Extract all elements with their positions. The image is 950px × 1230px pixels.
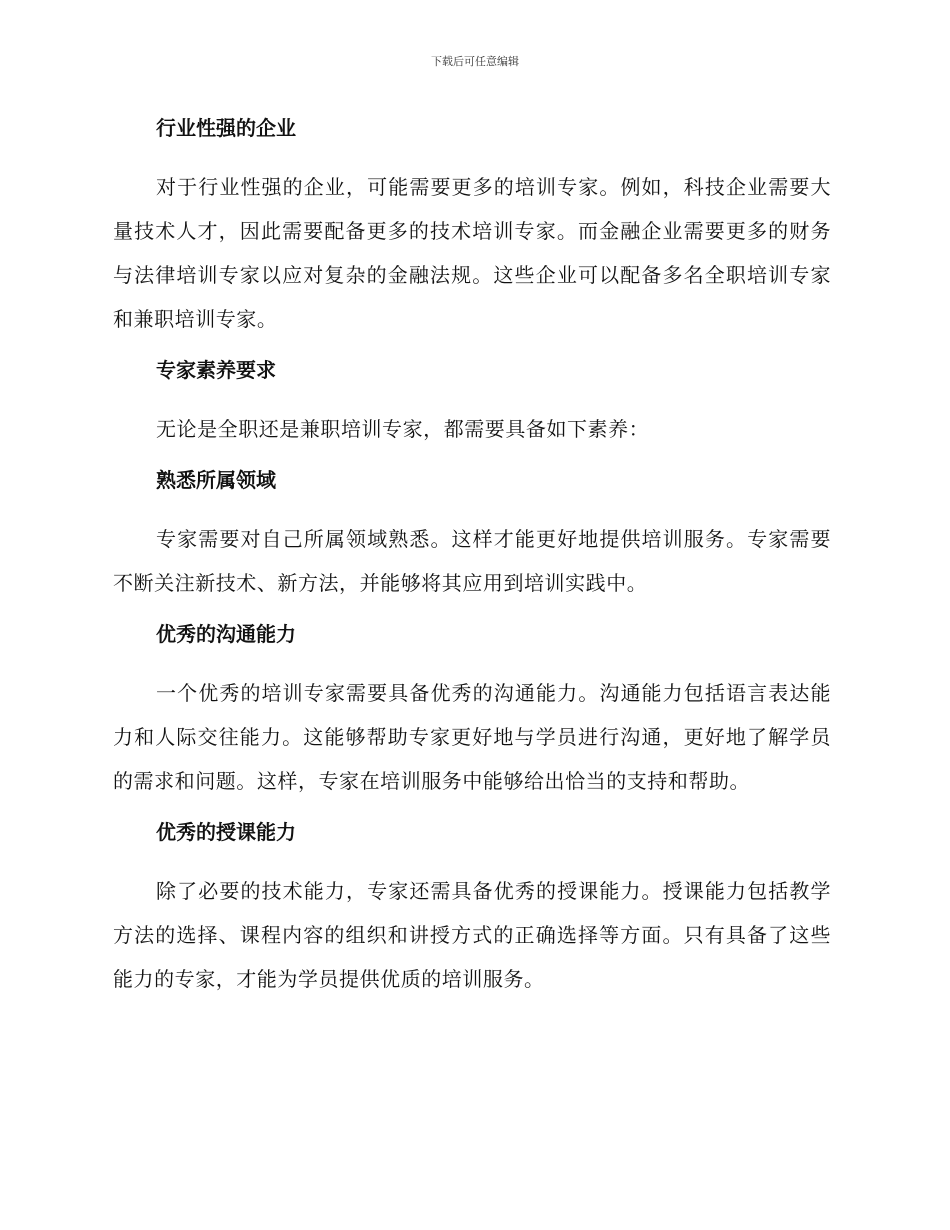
section-paragraph: 对于行业性强的企业，可能需要更多的培训专家。例如，科技企业需要大量技术人才，因此需要配备更多的技术培训专家。而金融企业需要更多的财务与法律培训专家以应对复杂的金融法规。这些企业可以配备多名全职培训专家和兼职培训专家。 [113, 175, 831, 331]
section-communication-skills [113, 616, 831, 803]
section-heading: 行业性强的企业 [156, 116, 296, 140]
section-heading: 优秀的授课能力 [156, 820, 296, 844]
section-paragraph: 专家需要对自己所属领域熟悉。这样才能更好地提供培训服务。专家需要不断关注新技术、新方法，并能够将其应用到培训实践中。 [113, 527, 831, 595]
section-paragraph: 无论是全职还是兼职培训专家，都需要具备如下素养： [156, 417, 650, 441]
page-header: 下载后可任意编辑 [431, 55, 519, 68]
section-paragraph: 除了必要的技术能力，专家还需具备优秀的授课能力。授课能力包括教学方法的选择、课程内容的组织和讲授方式的正确选择等方面。只有具备了这些能力的专家，才能为学员提供优质的培训服务。 [113, 879, 831, 991]
document-body [113, 110, 831, 1012]
section-domain-familiarity [113, 462, 831, 605]
section-teaching-skills [113, 814, 831, 1001]
section-heading: 专家素养要求 [156, 358, 276, 382]
section-heading: 熟悉所属领域 [156, 468, 276, 492]
section-heading: 优秀的沟通能力 [156, 622, 296, 646]
section-expert-qualities [113, 352, 831, 451]
section-industry-enterprises [113, 110, 831, 341]
section-paragraph: 一个优秀的培训专家需要具备优秀的沟通能力。沟通能力包括语言表达能力和人际交往能力。这能够帮助专家更好地与学员进行沟通，更好地了解学员的需求和问题。这样，专家在培训服务中能够给出恰当的支持和帮助。 [113, 681, 831, 793]
